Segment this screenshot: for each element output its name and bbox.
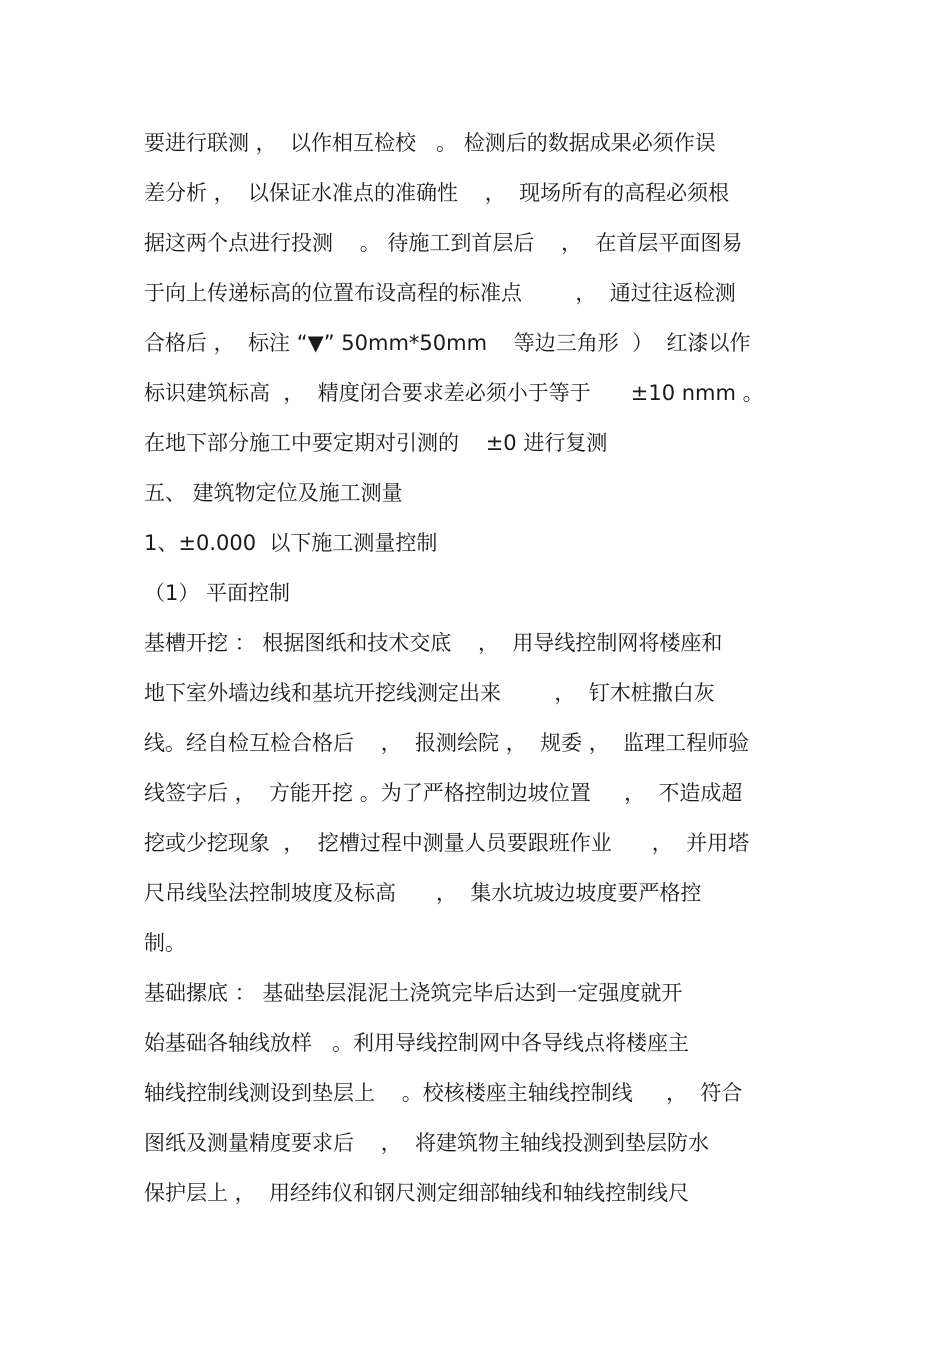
text-line: 据这两个点进行投测 。 待施工到首层后 ， 在首层平面图易 (144, 231, 743, 255)
text-line: 始基础各轴线放样 。利用导线控制网中各导线点将楼座主 (144, 1031, 690, 1055)
text-line: 在地下部分施工中要定期对引测的 ±0 进行复测 (144, 431, 608, 455)
text-line: 于向上传递标高的位置布设高程的标准点 ， 通过往返检测 (144, 281, 736, 305)
text-line: 合格后 ， 标注 “▼” 50mm*50mm 等边三角形 ） 红漆以作 (144, 331, 751, 355)
text-line: 差分析 ， 以保证水准点的准确性 ， 现场所有的高程必须根 (144, 181, 730, 205)
text-line: 地下室外墙边线和基坑开挖线测定出来 ， 钉木桩撒白灰 (144, 681, 715, 705)
text-line: 基槽开挖 ： 根据图纸和技术交底 ， 用导线控制网将楼座和 (144, 631, 723, 655)
text-line: 线。经自检互检合格后 ， 报测绘院 ， 规委 ， 监理工程师验 (144, 731, 750, 755)
text-line: 线签字后 ， 方能开挖 。为了严格控制边坡位置 ， 不造成超 (144, 781, 743, 805)
text-line: 挖或少挖现象 ， 挖槽过程中测量人员要跟班作业 ， 并用塔 (144, 831, 750, 855)
section-heading: 五、 建筑物定位及施工测量 (144, 481, 403, 505)
text-line: 标识建筑标高 ， 精度闭合要求差必须小于等于 ±10 nmm 。 (144, 381, 764, 405)
text-line: 保护层上 ， 用经纬仪和钢尺测定细部轴线和轴线控制线尺 (144, 1181, 690, 1205)
text-line: 基础摞底 ： 基础垫层混泥土浇筑完毕后达到一定强度就开 (144, 981, 683, 1005)
text-line: 轴线控制线测设到垫层上 。校核楼座主轴线控制线 ， 符合 (144, 1081, 743, 1105)
body-text (144, 118, 814, 1218)
text-line: 制。 (144, 931, 186, 955)
text-line: 图纸及测量精度要求后 ， 将建筑物主轴线投测到垫层防水 (144, 1131, 710, 1155)
text-line: 尺吊线坠法控制坡度及标高 ， 集水坑坡边坡度要严格控 (144, 881, 702, 905)
text-line: 要进行联测 ， 以作相互检校 。 检测后的数据成果必须作误 (144, 131, 716, 155)
subsection-heading: （1） 平面控制 (144, 581, 291, 605)
subsection-heading: 1、±0.000 以下施工测量控制 (144, 531, 438, 555)
